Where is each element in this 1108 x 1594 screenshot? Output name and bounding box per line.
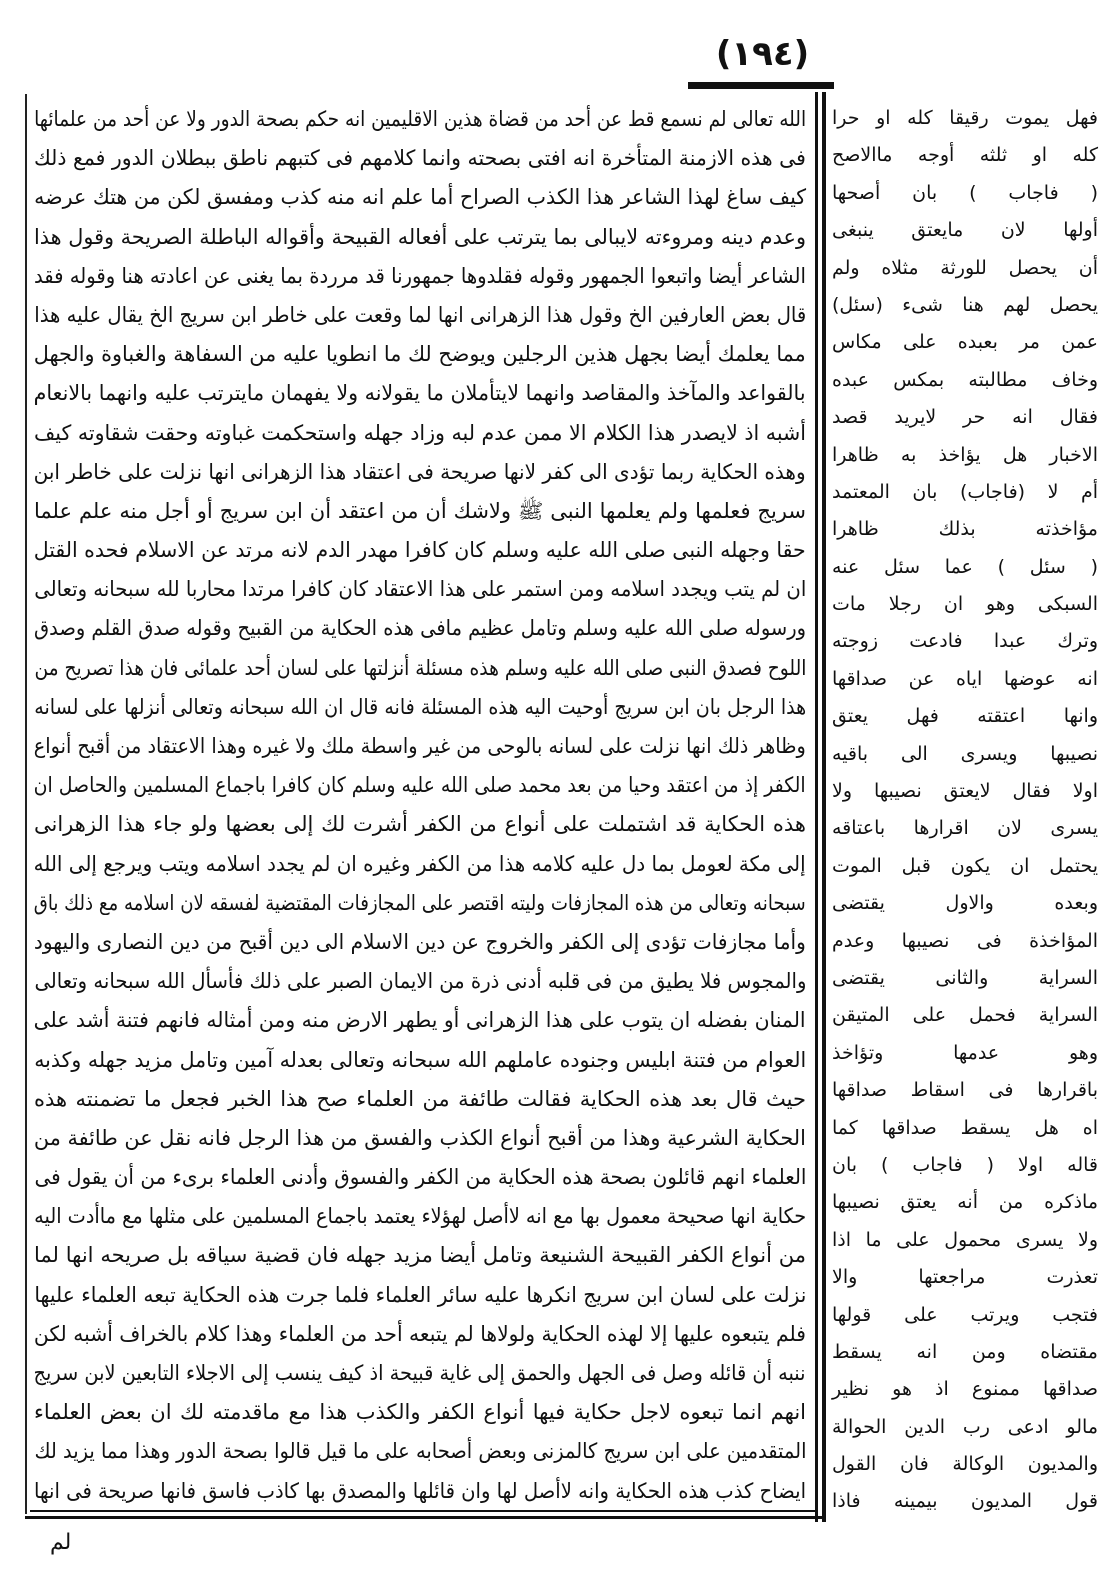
margin-text-line (832, 474, 1098, 511)
main-text-line (34, 296, 806, 335)
main-text-line-text: ننبه أن قائله وصل فى الجهل والحمق إلى غاية قبيحة اذ كيف ينسب إلى الاجلاء التابعين لابن سريج (34, 1361, 806, 1385)
margin-text-line (832, 1222, 1098, 1259)
main-text-line-text: فى هذه الازمنة المتأخرة انه افتى بصحته وانما كلامهم فى كتبهم ناطق ببطلان الدور فمع ذلك (34, 146, 806, 171)
margin-text-line (832, 997, 1098, 1034)
margin-text-line-text: يحصل لهم هنا شىء (سئل) (832, 293, 1098, 316)
margin-text-line-text: قول المديون بيمينه فاذا (832, 1490, 1098, 1513)
margin-text-line (832, 362, 1098, 399)
main-text-line (34, 1119, 806, 1158)
main-text-line (34, 100, 806, 139)
margin-text-line (832, 1110, 1098, 1147)
main-text-line (34, 492, 806, 531)
margin-text-line-text: قاله اولا ( فاجاب ) بان (832, 1153, 1098, 1176)
margin-text-line (832, 1483, 1098, 1520)
margin-text-line (832, 1259, 1098, 1296)
main-text-line (34, 1315, 806, 1354)
margin-text-line-text: انه عوضها اياه عن صداقها (832, 667, 1098, 690)
margin-text-line-text: وهو عدمها وتؤاخذ (832, 1041, 1098, 1064)
main-text-line (34, 1080, 806, 1119)
margin-text-line-text: صداقها ممنوع اذ هو نظير (832, 1378, 1098, 1401)
main-text-line-text: حكاية انها صحيحة معمول بها مع انه لاأصل لهؤلاء يعتمد باجماع المسلمين على مثلها مع ماأدت اليه (34, 1204, 806, 1229)
margin-text-line (832, 960, 1098, 997)
main-text-line (34, 1041, 806, 1080)
main-text-line-text: الحكاية الشرعية وهذا من أقبح أنواع الكذب والفسق من هذا الرجل فانه نقل عن طائفة من (34, 1125, 806, 1150)
main-text-line-text: بالقواعد والمآخذ والمقاصد وانهما لايتأملان ما يقولانه ولا يفهمان مايترتب عليه وانهما بالانعام (34, 381, 806, 406)
main-text-line-text: الشاعر أيضا واتبعوا الجمهور وقوله فقلدوها جمهورنا قد مرردة بما يغنى عن اعادته هنا وقوله فقد (34, 263, 806, 288)
margin-text-line-text: وبعده والاول يقتضى (832, 892, 1098, 915)
margin-text-line (832, 736, 1098, 773)
main-text-line-text: وهذه الحكاية ربما تؤدى الى كفر لانها صريحة فى اعتقاد هذا الزهرانى انها نزلت على خاطر ابن (34, 459, 806, 484)
main-text-line (34, 649, 806, 688)
header-rule (688, 82, 834, 89)
margin-text-line-text: وخاف مطالبته بمكس عبده (832, 368, 1098, 391)
margin-text-line (832, 1072, 1098, 1109)
margin-text-line-text: السبكى وهو ان رجلا مات (832, 593, 1098, 616)
main-text-line (34, 1432, 806, 1471)
margin-text-line (832, 1446, 1098, 1483)
main-text-line (34, 884, 806, 923)
main-text-line (34, 374, 806, 413)
margin-text-line (832, 1184, 1098, 1221)
main-text-line-text: العلماء انهم قائلون بصحة هذه الحكاية من الكفر والفسوق وأدنى العلماء برىء من أن يقول فى (34, 1165, 806, 1190)
margin-text-line-text: مقتضاه ومن انه يسقط (832, 1340, 1098, 1363)
margin-text-line-text: تعذرت مراجعتها والا (832, 1266, 1098, 1289)
margin-text-line (832, 549, 1098, 586)
margin-text-line-text: وترك عبدا فادعت زوجته (832, 630, 1098, 653)
margin-text-line-text: فتجب ويرتب على قولها (832, 1303, 1098, 1326)
margin-text-line-text: السراية فحمل على المتيقن (832, 1004, 1098, 1027)
margin-text-line (832, 623, 1098, 660)
margin-commentary-column (832, 100, 1098, 1521)
bottom-rule-outer (25, 1516, 825, 1519)
main-text-line-text: ورسوله صلى الله عليه وسلم وتامل عظيم مافى هذه الحكاية من القبيح وقوله صدق القلم وصدق (34, 616, 806, 641)
margin-text-line-text: ولا يسرى محمول على ما اذا (832, 1228, 1098, 1251)
margin-text-line (832, 324, 1098, 361)
main-text-line-text: أشبه اذ لايصدر هذا الكلام الا ممن عدم لبه وزاد جهله واستحكمت غباوته وحقت شقاوته كيف (34, 420, 806, 445)
main-text-line-text: العوام من فتنة ابليس وجنوده عاملهم الله سبحانه وتعالى بعدله آمين وتامل مزيد جهله وكذبه (34, 1047, 806, 1072)
column-divider-outer (822, 92, 826, 1522)
main-text-line (34, 139, 806, 178)
main-text-line-text: نزلت على لسان ابن سريج انكرها عليه سائر العلماء فلما جرت هذه الحكاية تبعه العلماء عليها (34, 1282, 806, 1307)
main-text-line (34, 805, 806, 844)
margin-text-line (832, 586, 1098, 623)
margin-text-line (832, 661, 1098, 698)
main-text-line-text: إلى مكة لعومل بما دل عليه كلامه هذا من الكفر وغيره ان لم يجدد اسلامه ويتب ويرجع إلى الله (34, 851, 806, 876)
main-text-line (34, 1001, 806, 1040)
margin-text-line-text: السراية والثانى يقتضى (832, 966, 1098, 989)
margin-text-line-text: ماذكره من أنه يعتق نصيبها (832, 1191, 1098, 1214)
page-number: (١٩٤) (715, 34, 810, 74)
main-text-line (34, 923, 806, 962)
main-text-line-text: ان لم يتب ويجدد اسلامه ومن استمر على هذا الاعتقاد كان كافرا مرتدا محاربا لله سبحانه وتعالى (34, 577, 806, 602)
margin-text-line-text: مؤاخذته بذلك ظاهرا (832, 518, 1098, 541)
margin-text-line (832, 1334, 1098, 1371)
main-text-line-text: اللوح فصدق النبى صلى الله عليه وسلم هذه مسئلة أنزلتها على لسان أحد علمائى فان هذا تصريح من (34, 655, 806, 680)
margin-text-line (832, 437, 1098, 474)
main-text-line (34, 1236, 806, 1275)
margin-text-line-text: ( سئل ) عما سئل عنه (832, 555, 1098, 578)
margin-text-line (832, 511, 1098, 548)
main-text-line-text: وظاهر ذلك انها نزلت على لسانه بالوحى من غير واسطة ملك ولا غيره وهذا الاعتقاد من أقبح أنواع (34, 734, 806, 758)
margin-text-line-text: عمن مر بعبده على مكاس (832, 331, 1098, 354)
margin-text-line (832, 399, 1098, 436)
main-text-line (34, 1158, 806, 1197)
margin-text-line (832, 1147, 1098, 1184)
margin-text-line-text: يسرى لان اقرارها باعتاقه (832, 817, 1098, 840)
main-text-line (34, 531, 806, 570)
main-text-line (34, 766, 806, 805)
margin-text-line (832, 923, 1098, 960)
main-text-line-text: مما يعلمك أيضا بجهل هذين الرجلين ويوضح لك ما انطويا عليه من السفاهة والغباوة والجهل (34, 342, 806, 367)
margin-text-line (832, 698, 1098, 735)
margin-text-line-text: الاخبار هل يؤاخذ به ظاهرا (832, 443, 1098, 466)
margin-text-line-text: باقرارها فى اسقاط صداقها (832, 1079, 1098, 1102)
main-text-line (34, 414, 806, 453)
main-text-line-text: الكفر إذ من اعتقد وحيا من بعد محمد صلى الله عليه وسلم كان كافرا باجماع المسلمين والحاصل ان (34, 773, 806, 798)
main-text-line-text: قال بعض العارفين الخ وقول هذا الزهرانى انها لما وقعت على خاطر ابن سريج الخ يقال عليه هذا (34, 302, 806, 327)
margin-text-line-text: يحتمل ان يكون قبل الموت (832, 854, 1098, 877)
main-text-column (34, 100, 806, 1511)
main-text-line (34, 570, 806, 609)
margin-text-line (832, 1035, 1098, 1072)
margin-text-line-text: ( فاجاب ) بان أصحها (832, 181, 1098, 204)
margin-text-line-text: مالو ادعى رب الدين الحوالة (832, 1415, 1098, 1438)
main-text-line-text: والمجوس فلا يطيق من فى قلبه أدنى ذرة من الايمان الصبر على ذلك فأسأل الله سبحانه وتعالى (34, 969, 806, 994)
margin-text-line-text: أم لا (فاجاب) بان المعتمد (832, 480, 1098, 503)
main-text-line (34, 453, 806, 492)
margin-text-line (832, 175, 1098, 212)
main-text-line-text: من أنواع الكفر القبيحة الشنيعة وتامل أيضا مزيد جهله فان قضية سياقه بل صريحه انها لما (34, 1243, 806, 1268)
main-text-line (34, 688, 806, 727)
main-text-line-text: حيث قال بعد هذه الحكاية فقالت طائفة من العلماء صح هذا الخبر فجعل ما تضمنته هذه (34, 1086, 806, 1111)
margin-text-line-text: أولها لان مايعتق ينبغى (832, 219, 1098, 242)
margin-text-line (832, 1409, 1098, 1446)
margin-text-line (832, 885, 1098, 922)
margin-text-line (832, 810, 1098, 847)
margin-text-line-text: فهل يموت رقيقا كله او حرا (832, 107, 1098, 129)
main-text-line (34, 1472, 806, 1511)
main-text-line-text: المتقدمين على ابن سريج كالمزنى وبعض أصحابه على ما قيل قالوا بصحة الدور وهذا مما يزيد لك (34, 1439, 806, 1464)
margin-text-line-text: المؤاخذة فى نصيبها وعدم (832, 929, 1098, 952)
main-text-line-text: فلم يتبعوه عليها إلا لهذه الحكاية ولولاها لم يتبعه أحد من العلماء وهذا كلام بالخراف أشبه لكن (34, 1321, 806, 1346)
main-text-line (34, 727, 806, 766)
main-text-line (34, 609, 806, 648)
main-text-line (34, 257, 806, 296)
main-text-line-text: وأما مجازفات تؤدى إلى الكفر والخروج عن دين الاسلام الى دين أقبح من دين النصارى واليهود (34, 929, 806, 954)
catchword: لم (50, 1530, 72, 1555)
main-text-line (34, 335, 806, 374)
main-text-line-text: ايضاح كذب هذه الحكاية وانه لاأصل لها وان قائلها والمصدق بها كاذب فاسق فانها صريحة فى انها (34, 1478, 806, 1503)
main-text-line-text: حقا وجهله النبى صلى الله عليه وسلم كان كافرا مهدر الدم لانه مرتد عن الاسلام فحده القتل (34, 538, 806, 563)
margin-text-line (832, 848, 1098, 885)
main-text-line (34, 962, 806, 1001)
margin-text-line (832, 773, 1098, 810)
main-text-line-text: كيف ساغ لهذا الشاعر هذا الكذب الصراح أما علم انه منه كذب ومفسق لكن من هتك عرضه (34, 185, 806, 210)
main-text-line (34, 218, 806, 257)
main-text-line-text: وعدم دينه ومروءته لايبالى بما يترتب على أفعاله القبيحة وأقواله الباطلة الصريحة وقول هذا (34, 224, 806, 249)
main-text-line-text: هذا الرجل بان ابن سريج أوحيت اليه هذه المسئلة فانه قال ان الله سبحانه وتعالى أنزلها على لسانه (34, 694, 806, 719)
main-text-line-text: سريج فعلمها ولم يعلمها النبى ﷺ ولاشك أن من اعتقد أن ابن سريج أو أجل منه علم علما (34, 498, 806, 523)
margin-text-line-text: فقال انه حر لايريد قصد (832, 406, 1098, 429)
main-text-line (34, 1354, 806, 1393)
main-text-line-text: الله تعالى لم نسمع قط عن أحد من قضاة هذين الاقليمين انه حكم بصحة الدور ولا عن أحد من علمائها (34, 107, 806, 131)
main-text-line-text: سبحانه وتعالى من هذه المجازفات وليته اقتصر على المجازفات المقتضية لفسقه لان اسلامه مع ذلك باق (34, 890, 806, 915)
margin-text-line (832, 287, 1098, 324)
column-divider (815, 92, 818, 1522)
margin-text-line-text: والمديون الوكالة فان القول (832, 1453, 1098, 1476)
main-text-line (34, 178, 806, 217)
margin-text-line (832, 212, 1098, 249)
main-text-line (34, 845, 806, 884)
margin-text-line-text: اولا فقال لايعتق نصيبها ولا (832, 780, 1098, 803)
main-text-line (34, 1197, 806, 1236)
margin-text-line-text: كله او ثلثه أوجه ماالاصح (832, 144, 1098, 167)
margin-text-line (832, 250, 1098, 287)
main-text-line-text: هذه الحكاية قد اشتملت على أنواع من الكفر أشرت لك إلى بعضها ولو جاء هذا الزهرانى (34, 812, 806, 837)
margin-text-line (832, 100, 1098, 137)
margin-text-line-text: اه هل يسقط صداقها كما (832, 1116, 1098, 1139)
margin-text-line-text: وانها اعتقته فهل يعتق (832, 705, 1098, 728)
margin-text-line (832, 137, 1098, 174)
margin-text-line-text: أن يحصل للورثة مثلاه ولم (832, 256, 1098, 279)
margin-text-line-text: نصيبها ويسرى الى باقيه (832, 742, 1098, 765)
main-text-line-text: انهم انما تبعوه لاجل حكاية فيها أنواع الكفر والكذب هذا مع ماقدمته لك ان بعض العلماء (34, 1400, 806, 1425)
margin-text-line (832, 1297, 1098, 1334)
main-text-line (34, 1276, 806, 1315)
main-text-line (34, 1393, 806, 1432)
main-text-line-text: المنان بفضله ان يتوب على هذا الزهرانى أو يطهر الارض منه ومن أمثاله فانهم فتنة أشد على (34, 1008, 806, 1033)
margin-text-line (832, 1371, 1098, 1408)
